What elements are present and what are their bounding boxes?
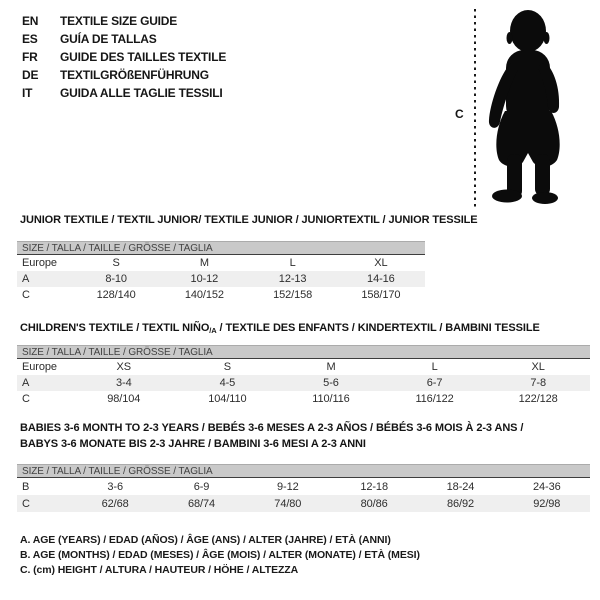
value-cell: 92/98	[533, 497, 561, 510]
value-cell: 68/74	[187, 497, 215, 510]
value-cell: 128/140	[96, 289, 136, 301]
table-row-europe	[17, 255, 425, 271]
language-code: ES	[22, 32, 38, 46]
value-cell: 24-36	[532, 480, 561, 493]
height-measure-label: C	[455, 107, 464, 121]
size-cell: XL	[531, 361, 545, 373]
value-cell: 10-12	[190, 273, 219, 285]
size-cell: XS	[116, 361, 132, 373]
language-row-en	[22, 12, 226, 30]
babies-size-table	[17, 464, 590, 512]
guide-title-de: TEXTILGRÖßENFÜHRUNG	[60, 68, 209, 82]
value-cell: 110/116	[312, 393, 350, 405]
size-header-bar: SIZE / TALLA / TAILLE / GRÖSSE / TAGLIA	[17, 241, 425, 255]
value-cell: 5-6	[323, 377, 339, 389]
table-row-age	[17, 271, 425, 287]
section-title-text: / TEXTILE DES ENFANTS / KINDERTEXTIL / BAMBINI TESSILE	[216, 322, 540, 334]
guide-title-it: GUIDA ALLE TAGLIE TESSILI	[60, 86, 223, 100]
section-title-babies	[20, 421, 523, 452]
row-label: B	[22, 480, 30, 493]
value-cell: 104/110	[208, 393, 247, 405]
value-cell: 152/158	[273, 289, 313, 301]
footnote-c: C. (cm) HEIGHT / ALTURA / HAUTEUR / HÖHE / ALTEZZA	[20, 564, 299, 577]
value-cell: 80/86	[360, 497, 388, 510]
value-cell: 12-13	[278, 273, 307, 285]
table-row-height	[17, 287, 425, 303]
section-title-subscript: /A	[209, 326, 217, 335]
height-measure-dotted-line	[474, 9, 476, 207]
language-row-de	[22, 66, 226, 84]
language-row-fr	[22, 48, 226, 66]
language-code: DE	[22, 68, 39, 82]
row-label: Europe	[22, 257, 57, 269]
size-cell: XL	[374, 257, 388, 269]
value-cell: 4-5	[219, 377, 236, 389]
row-label: Europe	[22, 361, 57, 373]
value-cell: 122/128	[518, 393, 558, 405]
footnotes	[20, 533, 420, 579]
size-cell: M	[199, 257, 209, 269]
value-cell: 140/152	[184, 289, 224, 301]
size-header-bar: SIZE / TALLA / TAILLE / GRÖSSE / TAGLIA	[17, 464, 590, 478]
value-cell: 6-7	[426, 377, 443, 389]
section-title-junior	[20, 213, 478, 229]
size-cell: L	[289, 257, 296, 269]
value-cell: 6-9	[193, 480, 210, 493]
table-row-height	[17, 495, 590, 512]
table-row-height	[17, 391, 590, 407]
value-cell: 62/68	[101, 497, 129, 510]
value-cell: 3-6	[107, 480, 123, 493]
junior-size-table	[17, 241, 425, 303]
footnote-b: B. AGE (MONTHS) / EDAD (MESES) / ÂGE (MOIS) / ALTER (MONATE) / ETÀ (MESI)	[20, 549, 420, 562]
language-row-it	[22, 84, 226, 102]
row-label: A	[22, 273, 30, 285]
value-cell: 12-18	[360, 480, 388, 493]
language-code: IT	[22, 86, 33, 100]
table-row-age	[17, 375, 590, 391]
section-title-line2: BABYS 3-6 MONATE BIS 2-3 JAHRE / BAMBINI 3-6 MESI A 2-3 ANNI	[20, 437, 366, 450]
value-cell: 18-24	[446, 480, 475, 493]
section-title-text: JUNIOR TEXTILE / TEXTIL JUNIOR/ TEXTILE JUNIOR / JUNIORTEXTIL / JUNIOR TESSILE	[20, 214, 478, 226]
row-label: C	[22, 497, 30, 510]
value-cell: 14-16	[367, 273, 395, 285]
guide-title-en: TEXTILE SIZE GUIDE	[60, 14, 178, 28]
section-title-text: CHILDREN'S TEXTILE / TEXTIL NIÑO	[20, 322, 210, 334]
guide-title-es: GUÍA DE TALLAS	[60, 32, 157, 46]
value-cell: 74/80	[274, 497, 302, 510]
value-cell: 158/170	[361, 289, 401, 301]
value-cell: 98/104	[107, 393, 141, 405]
row-label: C	[22, 289, 30, 301]
language-code: EN	[22, 14, 39, 28]
section-title-line1: BABIES 3-6 MONTH TO 2-3 YEARS / BEBÉS 3-6 MESES A 2-3 AÑOS / BÉBÉS 3-6 MOIS À 2-3 ANS /	[20, 422, 524, 434]
baby-silhouette-icon	[483, 8, 573, 208]
size-cell: S	[112, 257, 120, 269]
row-label: C	[22, 393, 30, 405]
size-cell: S	[223, 361, 232, 373]
language-code: FR	[22, 50, 38, 64]
footnote-a: A. AGE (YEARS) / EDAD (AÑOS) / ÂGE (ANS) / ALTER (JAHRE) / ETÀ (ANNI)	[20, 534, 391, 546]
size-cell: M	[326, 361, 336, 373]
value-cell: 116/122	[415, 393, 454, 405]
value-cell: 7-8	[530, 377, 546, 389]
row-label: A	[22, 377, 30, 389]
guide-title-fr: GUIDE DES TAILLES TEXTILE	[60, 50, 227, 64]
value-cell: 86/92	[446, 497, 474, 510]
value-cell: 8-10	[105, 273, 127, 285]
table-row-age	[17, 478, 590, 495]
value-cell: 3-4	[115, 377, 132, 389]
table-row-europe	[17, 359, 590, 375]
size-header-bar: SIZE / TALLA / TAILLE / GRÖSSE / TAGLIA	[17, 345, 590, 359]
size-cell: L	[431, 361, 438, 373]
children-size-table	[17, 345, 590, 407]
value-cell: 9-12	[277, 480, 299, 493]
language-row-es	[22, 30, 226, 48]
language-title-list	[22, 12, 226, 102]
section-title-children	[20, 321, 540, 339]
